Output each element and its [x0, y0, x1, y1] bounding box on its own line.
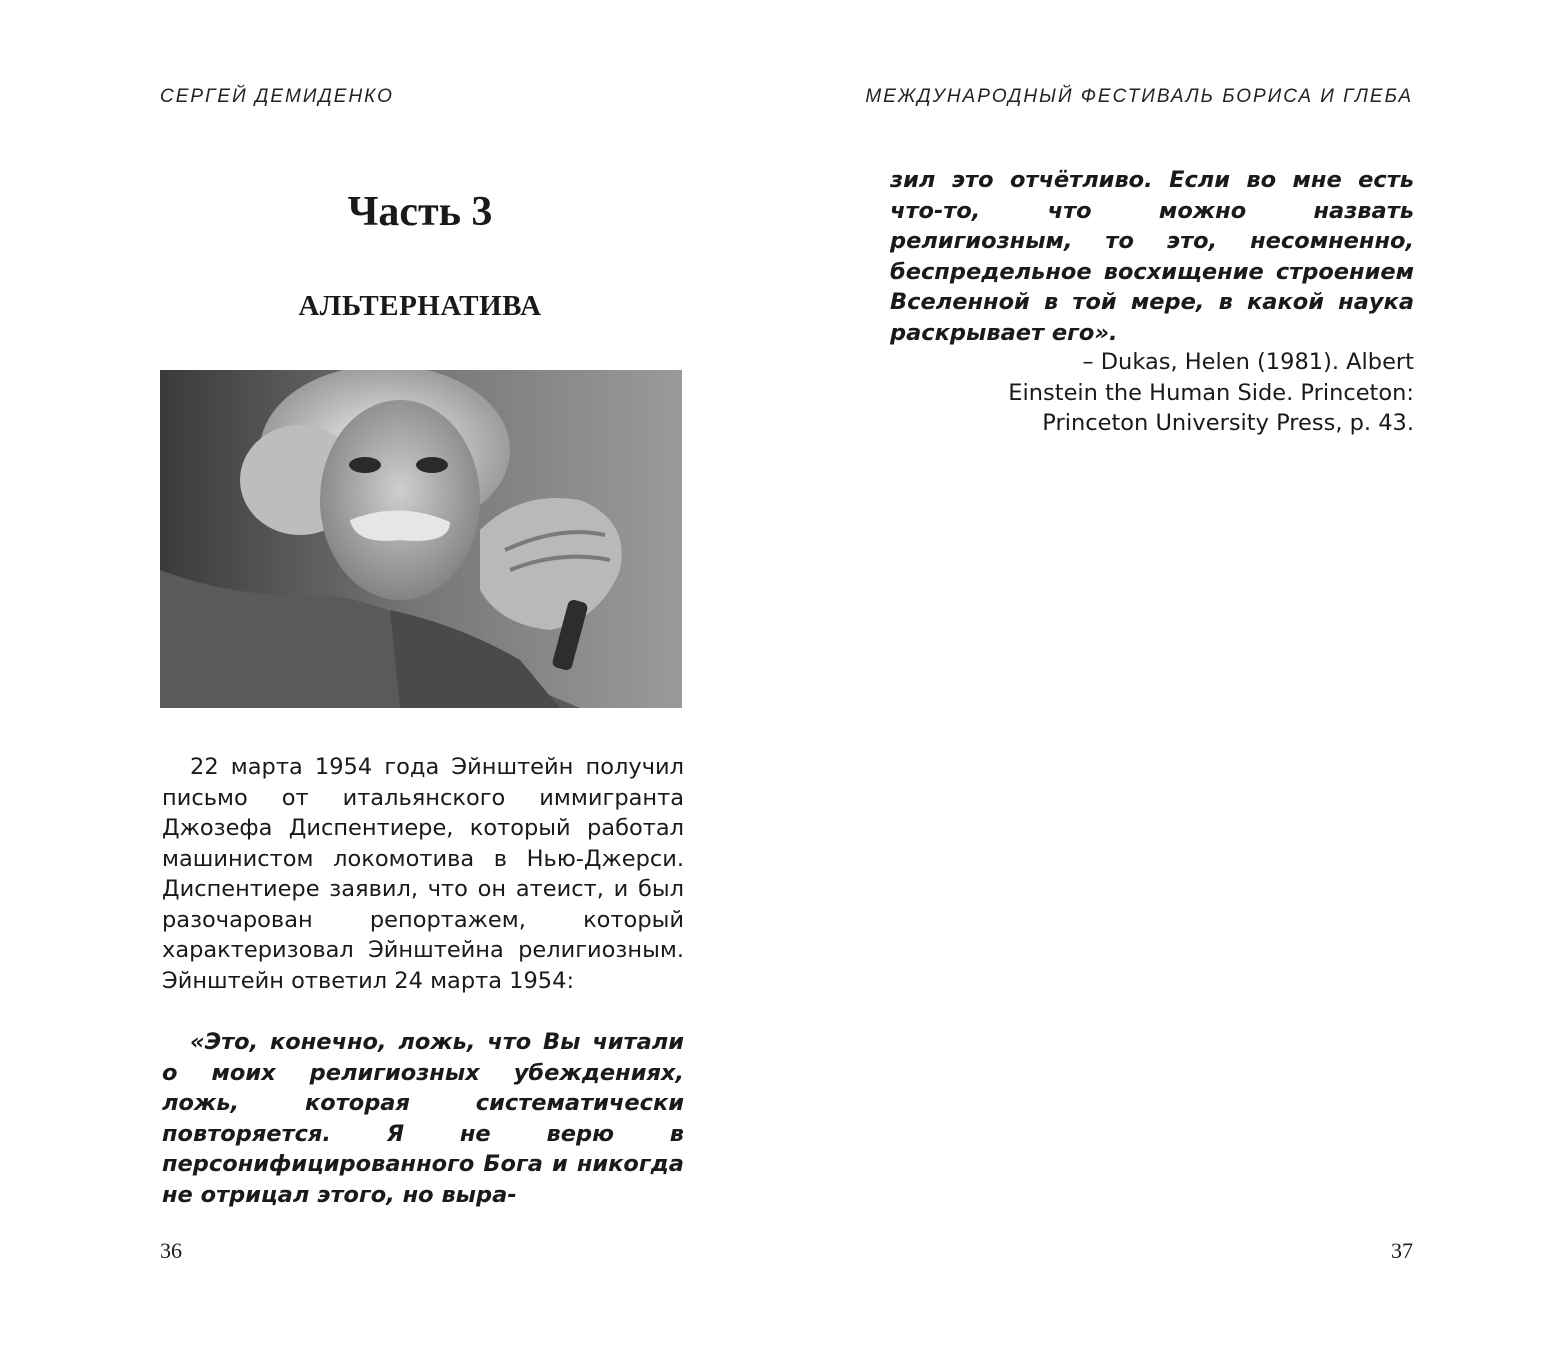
body-paragraph: 22 марта 1954 года Эйнштейн получил письмо от итальянского иммигранта Джозефа Диспентиере, который работал машинистом локомотива в Нью-Джерси. Диспентиере заявил, что он атеист, и был разочарован репортажем, который характеризовал Эйнштейна религиозным. Эйнштейн ответил 24 марта 1954: — [162, 754, 684, 994]
running-head-author: СЕРГЕЙ ДЕМИДЕНКО — [160, 86, 394, 107]
einstein-quote-start: «Это, конечно, ложь, что Вы читали о моих религиозных убеждениях, ложь, которая систематически повторяется. Я не верю в персонифицированного Бога и никогда не отрицал этого, но выра- — [162, 1029, 684, 1208]
part-title: Часть 3 — [347, 189, 493, 235]
citation-line: Princeton University Press, p. 43. — [1042, 410, 1414, 436]
portrait-image — [160, 370, 682, 708]
running-head-title: МЕЖДУНАРОДНЫЙ ФЕСТИВАЛЬ БОРИСА И ГЛЕБА — [865, 86, 1413, 107]
citation-line: Einstein the Human Side. Princeton: — [1008, 379, 1414, 406]
section-title: АЛЬТЕРНАТИВА — [298, 290, 542, 322]
citation-line: – Dukas, Helen (1981). Albert — [1082, 349, 1414, 375]
einstein-quote-continuation: зил это отчётливо. Если во мне есть что-то, что можно назвать религиозным, то это, несомненно, беспредельное восхищение строением Вселенной в той мере, в какой наука раскрывает его». — [890, 167, 1414, 346]
citation — [890, 347, 1414, 439]
page-number-right: 37 — [1391, 1238, 1413, 1263]
right-page — [780, 0, 1555, 1359]
page-number-left: 36 — [160, 1238, 182, 1263]
left-page — [0, 0, 760, 1359]
einstein-photo — [160, 370, 682, 708]
